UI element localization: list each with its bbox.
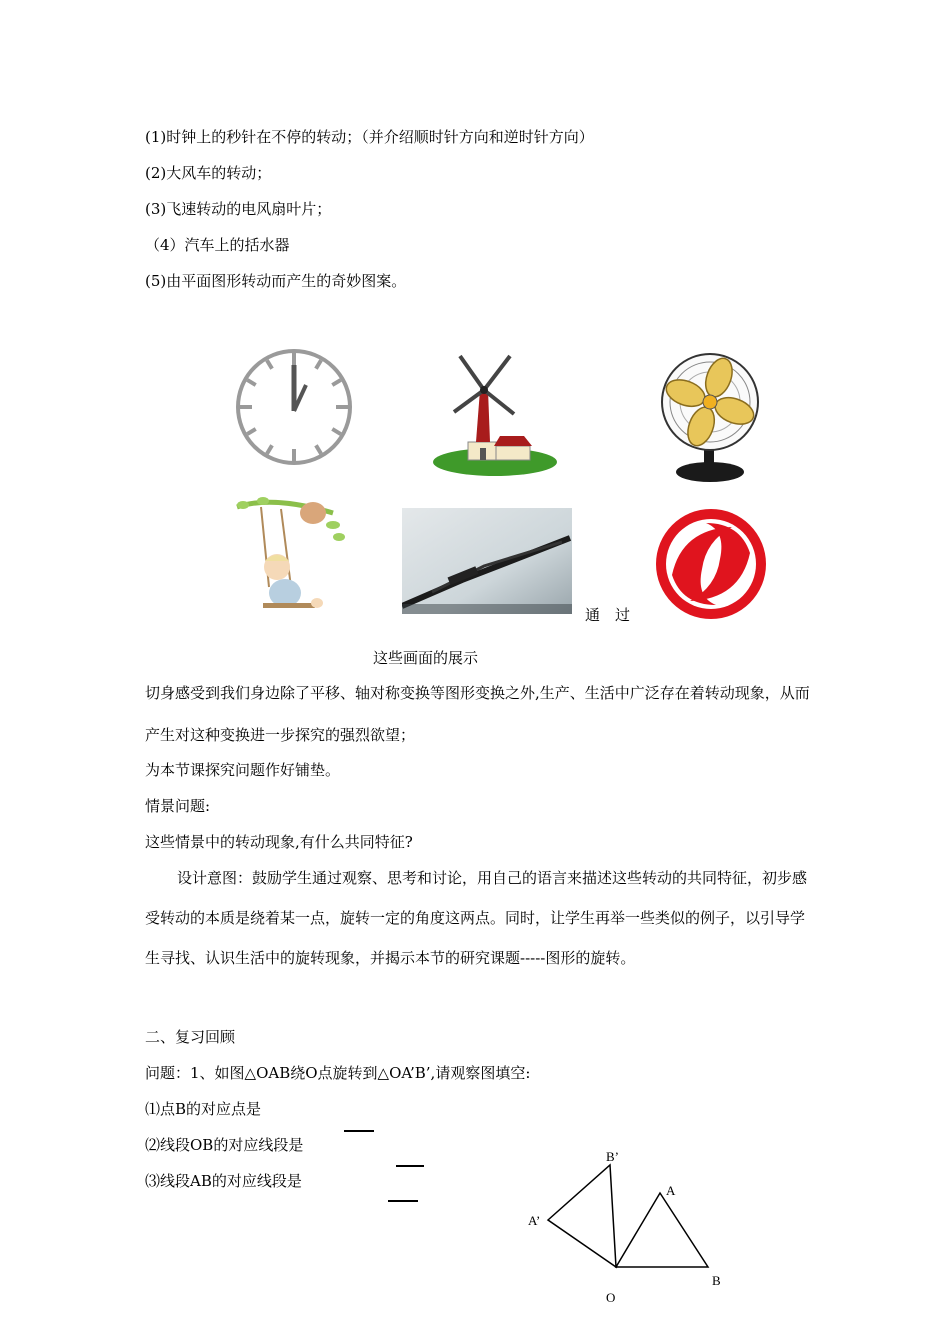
fill-item-2: ⑵线段OB的对应线段是 [145, 1136, 304, 1154]
windshield-wiper-photo [402, 508, 572, 618]
paragraph-1: 切身感受到我们身边除了平移、轴对称变换等图形变换之外,生产、生活中广泛存在着转动现象，从而产生对这种变换进一步探究的强烈欲望； [145, 684, 810, 744]
label-b-prime: B’ [606, 1149, 619, 1164]
label-a-prime: A’ [528, 1213, 541, 1228]
electric-fan-icon [658, 350, 763, 489]
paragraph-2: 为本节课探究问题作好铺垫。 [145, 761, 341, 779]
example-3: (3)飞速转动的电风扇叶片； [145, 200, 332, 218]
scene-question: 这些情景中的转动现象,有什么共同特征? [145, 833, 413, 851]
answer-blank-2 [396, 1165, 424, 1167]
answer-blank-1 [344, 1130, 374, 1132]
tongguo-text: 通 过 [585, 606, 631, 624]
intro-center: 这些画面的展示 [373, 649, 479, 667]
fill-item-3: ⑶线段AB的对应线段是 [145, 1172, 302, 1190]
triangle-oab [616, 1193, 708, 1267]
section-heading: 二、复习回顾 [145, 1028, 236, 1046]
swing-cartoon [233, 495, 348, 634]
design-intent: 设计意图：鼓励学生通过观察、思考和讨论，用自己的语言来描述这些转动的共同特征，初步感受转动的本质是绕着某一点，旋转一定的角度这两点。同时，让学生再举一些类似的例子，以引导学生寻找、认识生活中的旋转现象，并揭示本节的研究课题-----图形的旋转。 [145, 869, 808, 967]
clock-icon [232, 345, 357, 474]
answer-blank-3 [388, 1200, 418, 1202]
rotational-logo [652, 505, 770, 627]
label-a: A [666, 1183, 676, 1198]
example-4: （4）汽车上的括水器 [145, 236, 290, 254]
example-1: (1)时钟上的秒针在不停的转动；（并介绍顺时针方向和逆时针方向） [145, 128, 594, 146]
example-2: (2)大风车的转动； [145, 164, 272, 182]
question-text: 问题：1、如图△OAB绕O点旋转到△OA’B’,请观察图填空: [145, 1064, 531, 1082]
windmill-icon [430, 350, 560, 484]
example-5: (5)由平面图形转动而产生的奇妙图案。 [145, 272, 407, 290]
triangle-oa-b-prime [548, 1165, 616, 1267]
scene-label: 情景问题: [145, 797, 211, 815]
rotation-figure [520, 1145, 730, 1314]
label-b: B [712, 1273, 721, 1288]
fill-item-1: ⑴点B的对应点是 [145, 1100, 262, 1118]
label-o: O [606, 1290, 616, 1305]
